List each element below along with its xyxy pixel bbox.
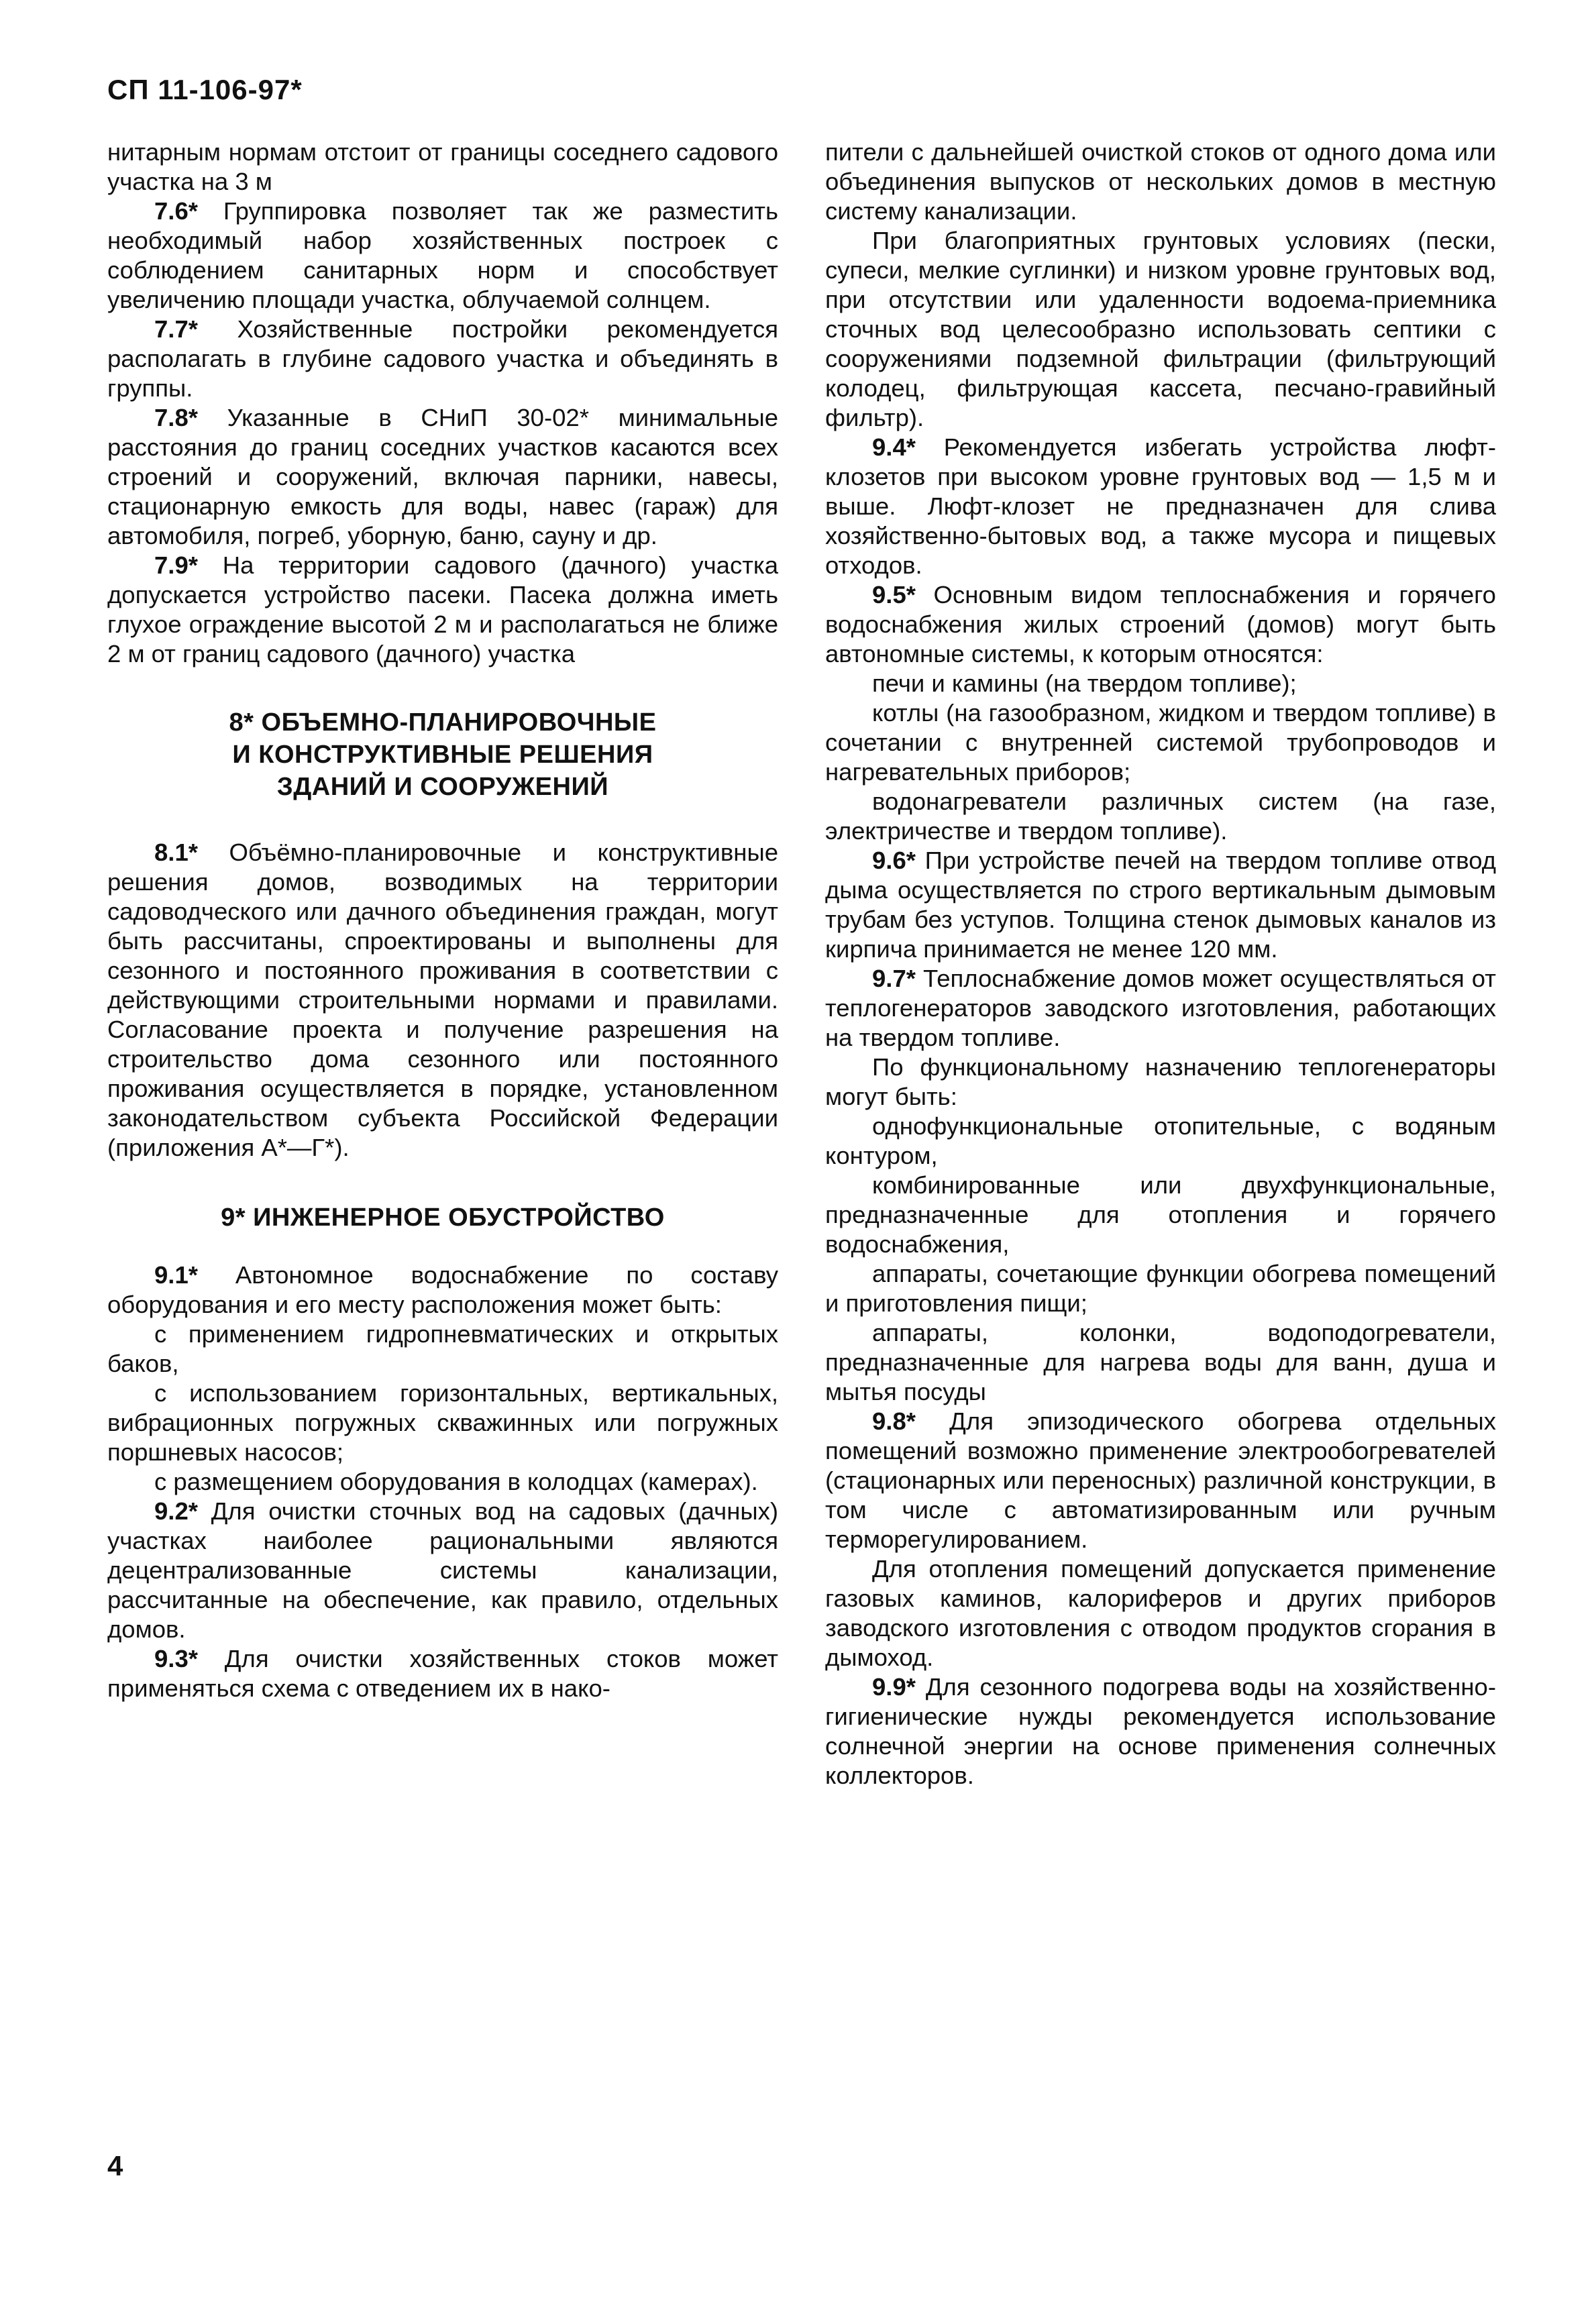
paragraph-9-8 xyxy=(825,1407,1496,1554)
clause-text: Объёмно-планировочные и конструктивные решения домов, возводимых на территории садоводческого или дачного объединения граждан, могут быть рассчитаны, спроектированы и выполнены для сезонного и постоянного проживания в соответствии с действующими строительными нормами и правилами. Согласование проекта и получение разрешения на строительство дома сезонного или постоянного проживания осуществляется в порядке, установленном законодательством субъекта Российской Федерации (приложения А*—Г*). xyxy=(107,839,778,1161)
section-8-heading-line: И КОНСТРУКТИВНЫЕ РЕШЕНИЯ xyxy=(232,741,653,769)
paragraph-7-7 xyxy=(107,315,778,403)
clause-text: Для эпизодического обогрева отдельных помещений возможно применение электрообогревателей (стационарных или переносных) различной конструкции, в том числе с автоматизированным или ручным терморегулированием. xyxy=(825,1407,1496,1553)
section-8-heading xyxy=(107,706,778,803)
clause-number: 9.4* xyxy=(872,433,916,461)
clause-number: 9.7* xyxy=(872,965,916,992)
paragraph-9-4 xyxy=(825,433,1496,580)
clause-text: Для очистки сточных вод на садовых (дачных) участках наиболее рациональными являются децентрализованные системы канализации, рассчитанные на обеспечение, как правило, отдельных домов. xyxy=(107,1497,778,1643)
paragraph-heating: Для отопления помещений допускается применение газовых каминов, калориферов и других приборов заводского изготовления с отводом продуктов сгорания в дымоход. xyxy=(825,1555,1496,1671)
clause-text: Хозяйственные постройки рекомендуется располагать в глубине садового участка и объединять в группы. xyxy=(107,315,778,402)
clause-number: 9.3* xyxy=(154,1645,198,1672)
list-item: печи и камины (на твердом топливе); xyxy=(872,670,1297,697)
document-code-header: СП 11-106-97* xyxy=(107,74,303,105)
paragraph-9-3 xyxy=(107,1644,778,1703)
right-column xyxy=(825,138,1496,1790)
list-item: комбинированные или двухфункциональные, предназначенные для отопления и горячего водоснабжения, xyxy=(825,1171,1496,1258)
list-item: с использованием горизонтальных, вертикальных, вибрационных погружных скважинных или погружных поршневых насосов; xyxy=(107,1379,778,1466)
clause-text: Для сезонного подогрева воды на хозяйственно-гигиенические нужды рекомендуется использование солнечной энергии на основе применения солнечных коллекторов. xyxy=(825,1673,1496,1789)
clause-text: Основным видом теплоснабжения и горячего водоснабжения жилых строений (домов) могут быть автономные системы, к которым относятся: xyxy=(825,581,1496,667)
clause-number: 9.9* xyxy=(872,1673,916,1701)
clause-number: 7.7* xyxy=(154,315,198,343)
clause-text: На территории садового (дачного) участка допускается устройство пасеки. Пасека должна иметь глухое ограждение высотой 2 м и располагаться не ближе 2 м от границ садового (дачного) участка xyxy=(107,551,778,667)
paragraph-continuation: нитарным нормам отстоит от границы соседнего садового участка на 3 м xyxy=(107,138,778,195)
list-item: с размещением оборудования в колодцах (камерах). xyxy=(154,1468,758,1495)
paragraph-9-6 xyxy=(825,846,1496,964)
list-item: водонагреватели различных систем (на газе, электричестве и твердом топливе). xyxy=(825,788,1496,845)
section-8-heading-line: 8* ОБЪЕМНО-ПЛАНИРОВОЧНЫЕ xyxy=(229,708,657,737)
clause-number: 7.9* xyxy=(154,551,198,579)
list-item: аппараты, сочетающие функции обогрева помещений и приготовления пищи; xyxy=(825,1260,1496,1317)
clause-text: Рекомендуется избегать устройства люфт-клозетов при высоком уровне грунтовых вод — 1,5 м и выше. Люфт-клозет не предназначен для слива хозяйственно-бытовых вод, а также мусора и пищевых отходов. xyxy=(825,433,1496,579)
clause-number: 8.1* xyxy=(154,839,198,866)
left-column xyxy=(107,138,778,1703)
clause-number: 9.6* xyxy=(872,847,916,874)
clause-text: Группировка позволяет так же разместить необходимый набор хозяйственных построек с соблюдением санитарных норм и способствует увеличению площади участка, облучаемой солнцем. xyxy=(107,197,778,313)
clause-text: Для очистки хозяйственных стоков может применяться схема с отведением их в нако- xyxy=(107,1645,778,1702)
paragraph-7-8 xyxy=(107,403,778,551)
clause-text: Указанные в СНиП 30-02* минимальные расстояния до границ соседних участков касаются всех строений и сооружений, включая парники, навесы, стационарную емкость для воды, навес (гараж) для автомобиля, погреб, уборную, баню, сауну и др. xyxy=(107,404,778,549)
paragraph-soil-conditions: При благоприятных грунтовых условиях (пески, супеси, мелкие суглинки) и низком уровне грунтовых вод, при отсутствии или удаленности водоема-приемника сточных вод целесообразно использовать септики с сооружениями подземной фильтрации (фильтрующий колодец, фильтрующая кассета, песчано-гравийный фильтр). xyxy=(825,227,1496,431)
clause-number: 9.8* xyxy=(872,1407,916,1435)
page-number: 4 xyxy=(107,2150,123,2182)
section-8-heading-line: ЗДАНИЙ И СООРУЖЕНИЙ xyxy=(276,773,609,801)
paragraph-9-1 xyxy=(107,1261,778,1320)
paragraph-9-7 xyxy=(825,964,1496,1053)
clause-number: 9.2* xyxy=(154,1497,198,1525)
paragraph-9-5 xyxy=(825,580,1496,669)
clause-text: Автономное водоснабжение по составу оборудования и его месту расположения может быть: xyxy=(107,1261,778,1318)
clause-text: При устройстве печей на твердом топливе отвод дыма осуществляется по строго вертикальным дымовым трубам без уступов. Толщина стенок дымовых каналов из кирпича принимается не менее 120 мм. xyxy=(825,847,1496,963)
paragraph-continuation: пители с дальнейшей очисткой стоков от одного дома или объединения выпусков от нескольких домов в местную систему канализации. xyxy=(825,138,1496,225)
clause-number: 9.1* xyxy=(154,1261,198,1289)
clause-number: 7.6* xyxy=(154,197,198,225)
paragraph-8-1 xyxy=(107,838,778,1163)
paragraph-9-9 xyxy=(825,1672,1496,1790)
list-item: аппараты, колонки, водоподогреватели, предназначенные для нагрева воды для ванн, душа и мытья посуды xyxy=(825,1319,1496,1405)
clause-text: Теплоснабжение домов может осуществляться от теплогенераторов заводского изготовления, работающих на твердом топливе. xyxy=(825,965,1496,1051)
section-9-heading: 9* ИНЖЕНЕРНОЕ ОБУСТРОЙСТВО xyxy=(221,1203,665,1232)
list-item: однофункциональные отопительные, с водяным контуром, xyxy=(825,1112,1496,1169)
clause-number: 7.8* xyxy=(154,404,198,431)
paragraph-functional-purpose: По функциональному назначению теплогенераторы могут быть: xyxy=(825,1053,1496,1110)
paragraph-7-6 xyxy=(107,197,778,315)
paragraph-7-9 xyxy=(107,551,778,669)
clause-number: 9.5* xyxy=(872,581,916,608)
paragraph-9-2 xyxy=(107,1497,778,1644)
list-item: с применением гидропневматических и открытых баков, xyxy=(107,1320,778,1377)
list-item: котлы (на газообразном, жидком и твердом топливе) в сочетании с внутренней системой трубопроводов и нагревательных приборов; xyxy=(825,699,1496,786)
